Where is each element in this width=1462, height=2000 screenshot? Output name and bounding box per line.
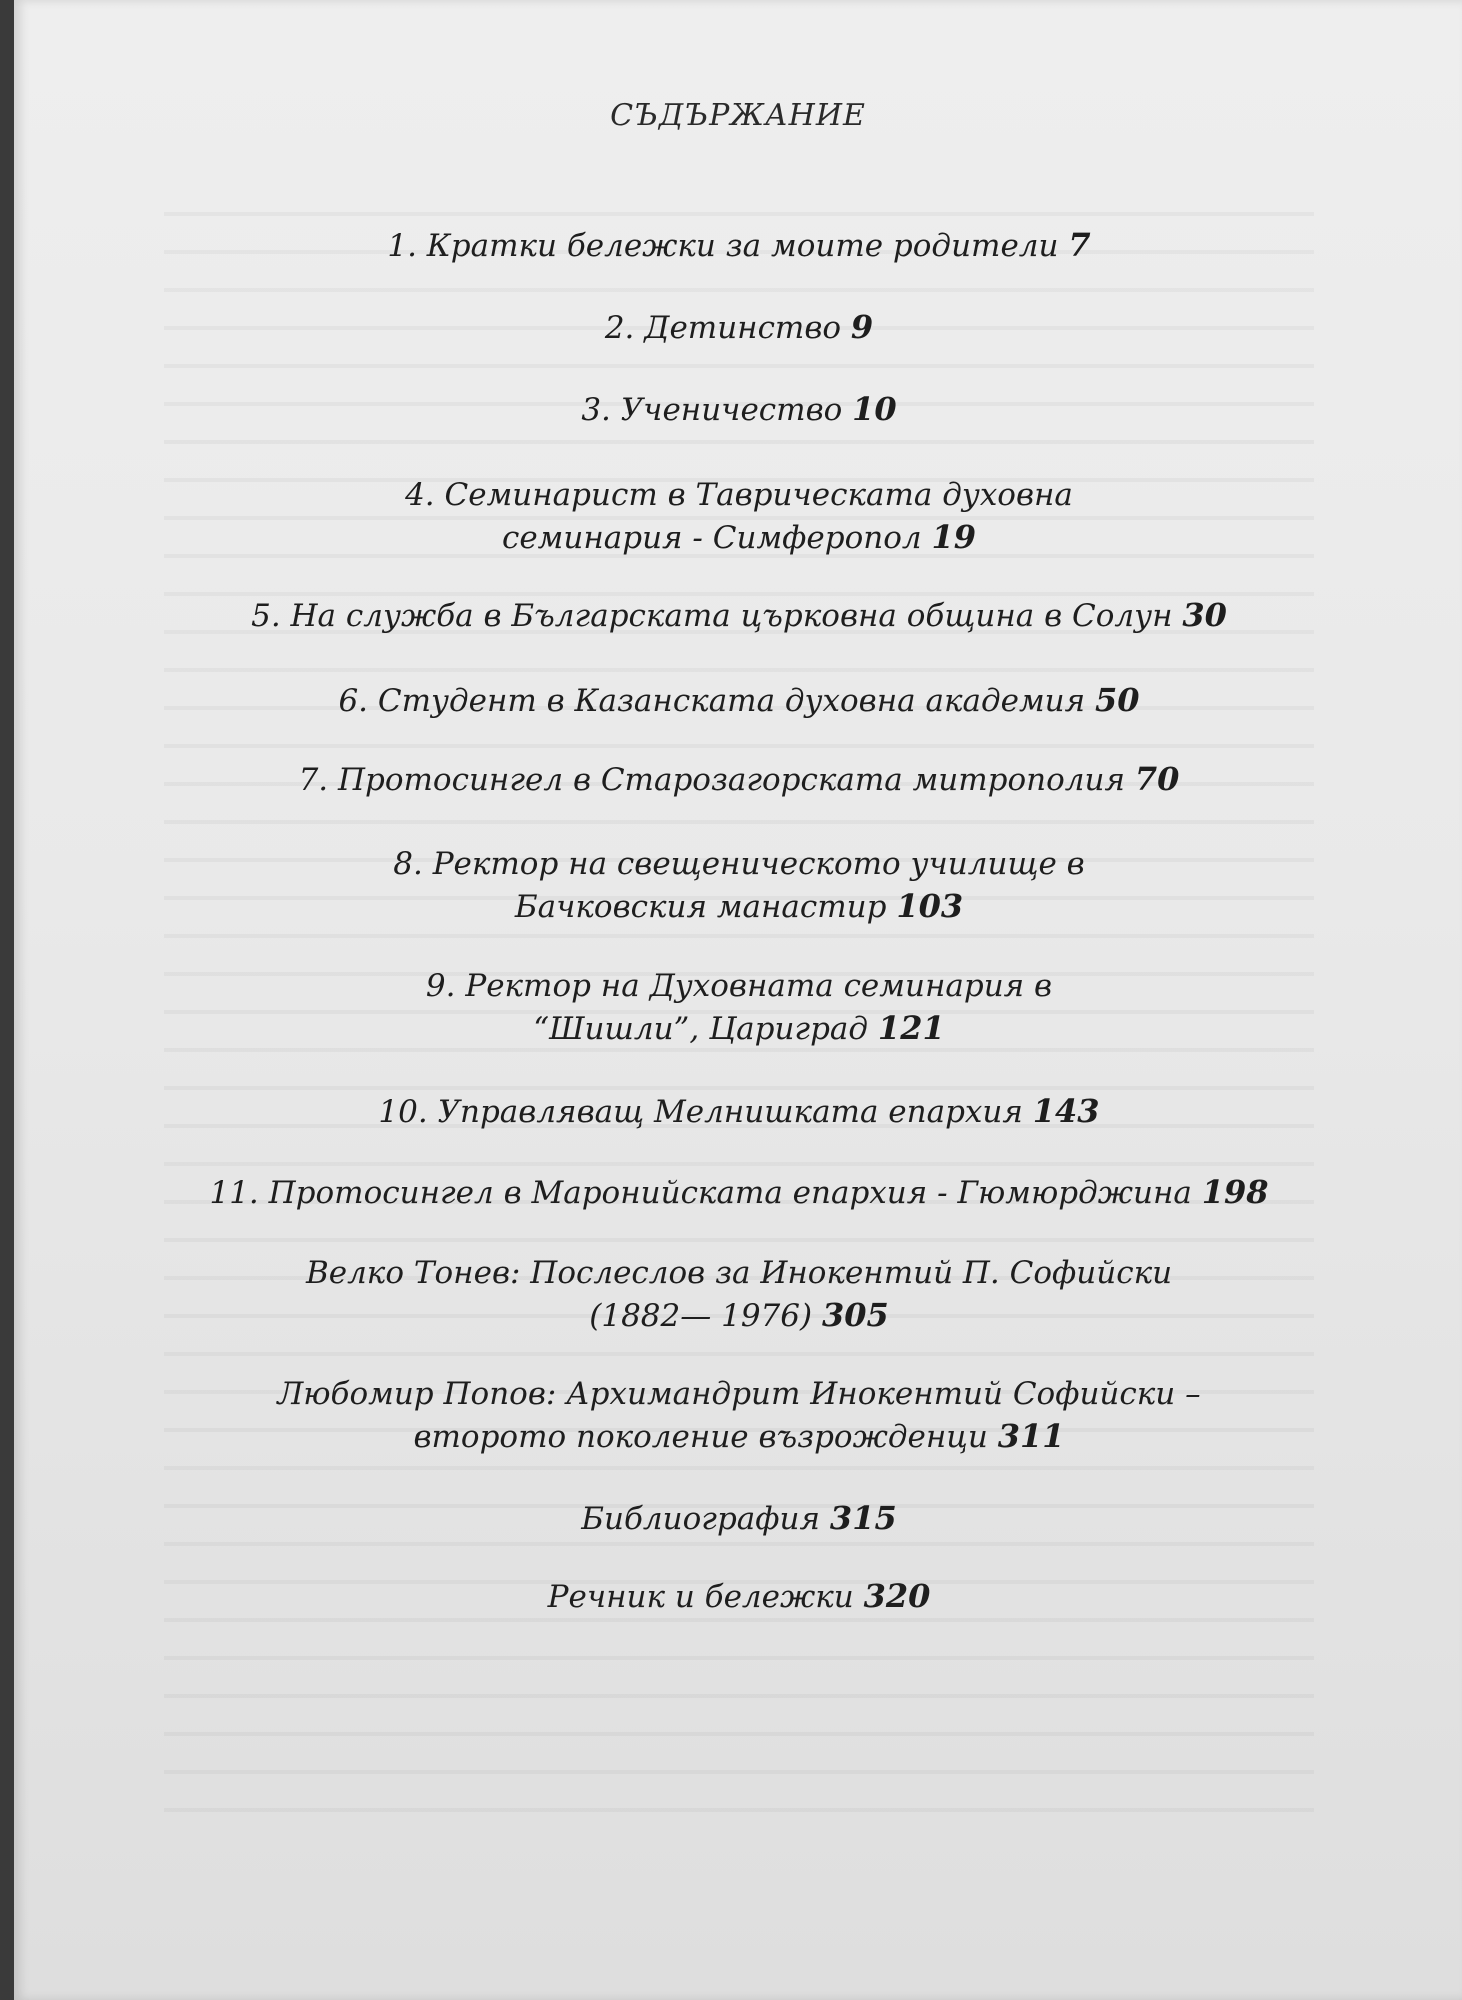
- toc-entry-text: 3. Ученичество: [581, 392, 843, 428]
- toc-entry-line1: Велко Тонев: Послеслов за Инокентий П. Софийски: [305, 1255, 1173, 1291]
- toc-entry-line: [74, 1090, 1404, 1133]
- toc-entry-line1: Любомир Попов: Архимандрит Инокентий Софийски –: [277, 1376, 1201, 1412]
- toc-entry-5: [74, 594, 1404, 637]
- toc-entry-4: [74, 474, 1404, 559]
- toc-entry-text: Речник и бележки: [547, 1579, 854, 1615]
- toc-entry-line2: [74, 885, 1404, 928]
- toc-entry-11: [74, 1171, 1404, 1214]
- toc-page-number: 305: [821, 1296, 889, 1334]
- toc-entry-text: 11. Протосингел в Маронийската епархия - Гюмюрджина: [209, 1175, 1192, 1211]
- toc-page-number: 9: [850, 308, 874, 346]
- toc-entry-6: [74, 679, 1404, 722]
- toc-page-number: 311: [997, 1417, 1065, 1455]
- toc-page-number: 10: [852, 390, 897, 428]
- toc-entry-text: Бачковския манастир: [514, 889, 887, 925]
- toc-entry-line: [74, 388, 1404, 431]
- toc-page-number: 103: [896, 887, 964, 925]
- book-page: [14, 0, 1462, 2000]
- toc-entry-line2: [74, 1415, 1404, 1458]
- toc-entry-text: 10. Управляващ Мелнишката епархия: [378, 1094, 1023, 1130]
- toc-entry-text: “Шишли”, Цариград: [533, 1011, 869, 1047]
- toc-page-number: 143: [1032, 1092, 1100, 1130]
- toc-entry-7: [74, 758, 1404, 801]
- toc-entry-glossary: [74, 1575, 1404, 1618]
- toc-page-number: 198: [1201, 1173, 1269, 1211]
- toc-page-number: 50: [1095, 681, 1140, 719]
- toc-page-number: 7: [1068, 226, 1091, 264]
- toc-entry-3: [74, 388, 1404, 431]
- toc-entry-text: 1. Кратки бележки за моите родители: [387, 228, 1059, 264]
- toc-entry-line2: [74, 516, 1404, 559]
- toc-entry-text: семинария - Симферопол: [501, 520, 922, 556]
- toc-entry-line1: 4. Семинарист в Таврическата духовна: [405, 477, 1073, 513]
- toc-entry-line: [74, 758, 1404, 801]
- toc-entry-text: 2. Детинство: [604, 310, 842, 346]
- toc-entry-text: 7. Протосингел в Старозагорската митрополия: [298, 762, 1126, 798]
- toc-page-number: 19: [931, 518, 977, 556]
- page-title: СЪДЪРЖАНИЕ: [610, 98, 866, 133]
- toc-entry-line: [74, 1575, 1404, 1618]
- toc-entry-text: (1882— 1976): [589, 1298, 813, 1334]
- toc-entry-bibliography: [74, 1497, 1404, 1540]
- toc-entry-text: Библиография: [581, 1501, 821, 1537]
- toc-entry-9: [74, 965, 1404, 1050]
- toc-entry-line2: [74, 1294, 1404, 1337]
- toc-page-number: 320: [863, 1577, 931, 1615]
- toc-entry-line: [74, 1497, 1404, 1540]
- toc-entry-line: [74, 594, 1404, 637]
- toc-page-number: 121: [877, 1009, 945, 1047]
- toc-entry-10: [74, 1090, 1404, 1133]
- toc-entry-8: [74, 843, 1404, 928]
- toc-entry-2: [74, 306, 1404, 349]
- toc-entry-line: [74, 224, 1404, 267]
- toc-entry-line: [74, 306, 1404, 349]
- toc-entry-line: [74, 679, 1404, 722]
- toc-entry-line1: 8. Ректор на свещеническото училище в: [393, 846, 1085, 882]
- toc-entry-text: 5. На служба в Българската църковна община в Солун: [251, 598, 1173, 634]
- toc-entry-1: [74, 224, 1404, 267]
- toc-entry-line1: 9. Ректор на Духовната семинария в: [425, 968, 1053, 1004]
- toc-entry-line: [74, 1171, 1404, 1214]
- toc-entry-text: второто поколение възрожденци: [413, 1419, 988, 1455]
- toc-page-number: 315: [829, 1499, 897, 1537]
- toc-entry-afterword: [74, 1252, 1404, 1337]
- toc-entry-line2: [74, 1007, 1404, 1050]
- toc-entry-essay: [74, 1373, 1404, 1458]
- toc-page-number: 70: [1134, 760, 1180, 798]
- toc-entry-text: 6. Студент в Казанската духовна академия: [338, 683, 1086, 719]
- toc-page-number: 30: [1182, 596, 1227, 634]
